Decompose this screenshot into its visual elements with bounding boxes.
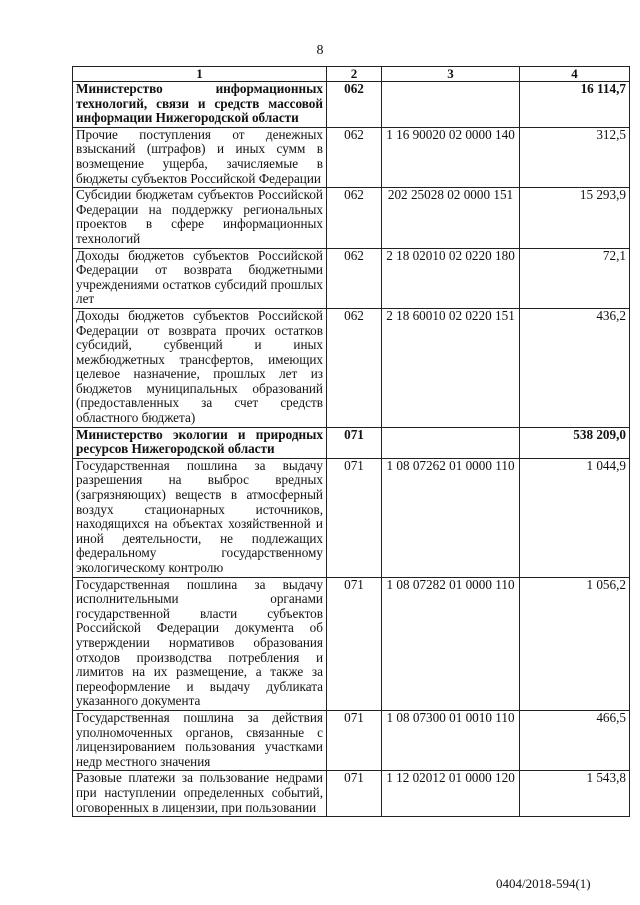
row-budget-code: 202 25028 02 0000 151 bbox=[382, 188, 520, 248]
table-row bbox=[73, 458, 630, 577]
row-amount: 1 543,8 bbox=[520, 771, 630, 817]
row-amount: 1 044,9 bbox=[520, 458, 630, 577]
row-budget-code bbox=[382, 82, 520, 128]
row-name: Государственная пошлина за выдачу исполнительными органами государственной власти субъектов Российской Федерации документа об утверждении нормативов образования отходов производства потребления и лимитов на их размещение, а также за переоформление и выдачу дубликата указанного документа bbox=[73, 577, 327, 710]
table-row bbox=[73, 188, 630, 248]
row-amount: 436,2 bbox=[520, 308, 630, 427]
row-admin-code: 071 bbox=[327, 458, 382, 577]
row-amount: 1 056,2 bbox=[520, 577, 630, 710]
table-row bbox=[73, 577, 630, 710]
row-budget-code: 1 08 07282 01 0000 110 bbox=[382, 577, 520, 710]
page-number: 8 bbox=[316, 43, 324, 58]
table-row bbox=[73, 248, 630, 308]
row-name: Государственная пошлина за выдачу разрешения на выброс вредных (загрязняющих) веществ в атмосферный воздух стационарных источников, находящихся на объектах хозяйственной и иной деятельности, не подлежащих федеральному государственному экологическому контролю bbox=[73, 458, 327, 577]
row-name: Разовые платежи за пользование недрами при наступлении определенных событий, оговоренных в лицензии, при пользовании bbox=[73, 771, 327, 817]
row-amount: 72,1 bbox=[520, 248, 630, 308]
row-name: Государственная пошлина за действия уполномоченных органов, связанные с лицензированием пользования участками недр местного значения bbox=[73, 710, 327, 770]
row-admin-code: 071 bbox=[327, 577, 382, 710]
row-budget-code: 1 08 07262 01 0000 110 bbox=[382, 458, 520, 577]
row-admin-code: 062 bbox=[327, 308, 382, 427]
row-name: Доходы бюджетов субъектов Российской Федерации от возврата прочих остатков субсидий, субвенций и иных межбюджетных трансфертов, имеющих целевое назначение, прошлых лет из бюджетов муниципальных образований (предоставленных за счет средств областного бюджета) bbox=[73, 308, 327, 427]
revenue-table bbox=[72, 66, 630, 817]
table-row bbox=[73, 427, 630, 458]
table-row bbox=[73, 308, 630, 427]
row-admin-code: 071 bbox=[327, 427, 382, 458]
row-amount: 15 293,9 bbox=[520, 188, 630, 248]
row-budget-code: 2 18 02010 02 0220 180 bbox=[382, 248, 520, 308]
row-amount: 16 114,7 bbox=[520, 82, 630, 128]
row-admin-code: 062 bbox=[327, 188, 382, 248]
row-budget-code bbox=[382, 427, 520, 458]
row-budget-code: 2 18 60010 02 0220 151 bbox=[382, 308, 520, 427]
row-amount: 312,5 bbox=[520, 127, 630, 187]
header-col-4: 4 bbox=[520, 67, 630, 82]
row-admin-code: 062 bbox=[327, 82, 382, 128]
row-name: Министерство информационных технологий, связи и средств массовой информации Нижегородской области bbox=[73, 82, 327, 128]
row-name: Субсидии бюджетам субъектов Российской Федерации на поддержку региональных проектов в сфере информационных технологий bbox=[73, 188, 327, 248]
row-amount: 538 209,0 bbox=[520, 427, 630, 458]
row-budget-code: 1 16 90020 02 0000 140 bbox=[382, 127, 520, 187]
table-row bbox=[73, 127, 630, 187]
document-code: 0404/2018-594(1) bbox=[496, 876, 591, 891]
row-budget-code: 1 12 02012 01 0000 120 bbox=[382, 771, 520, 817]
header-col-3: 3 bbox=[382, 67, 520, 82]
table-row bbox=[73, 710, 630, 770]
row-admin-code: 071 bbox=[327, 771, 382, 817]
row-admin-code: 071 bbox=[327, 710, 382, 770]
header-col-1: 1 bbox=[73, 67, 327, 82]
row-budget-code: 1 08 07300 01 0010 110 bbox=[382, 710, 520, 770]
header-col-2: 2 bbox=[327, 67, 382, 82]
table-header-row bbox=[73, 67, 630, 82]
row-name: Прочие поступления от денежных взысканий (штрафов) и иных сумм в возмещение ущерба, зачисляемые в бюджеты субъектов Российской Федерации bbox=[73, 127, 327, 187]
row-name: Министерство экологии и природных ресурсов Нижегородской области bbox=[73, 427, 327, 458]
row-admin-code: 062 bbox=[327, 127, 382, 187]
row-name: Доходы бюджетов субъектов Российской Федерации от возврата бюджетными учреждениями остатков субсидий прошлых лет bbox=[73, 248, 327, 308]
table-row bbox=[73, 82, 630, 128]
row-admin-code: 062 bbox=[327, 248, 382, 308]
table-row bbox=[73, 771, 630, 817]
row-amount: 466,5 bbox=[520, 710, 630, 770]
